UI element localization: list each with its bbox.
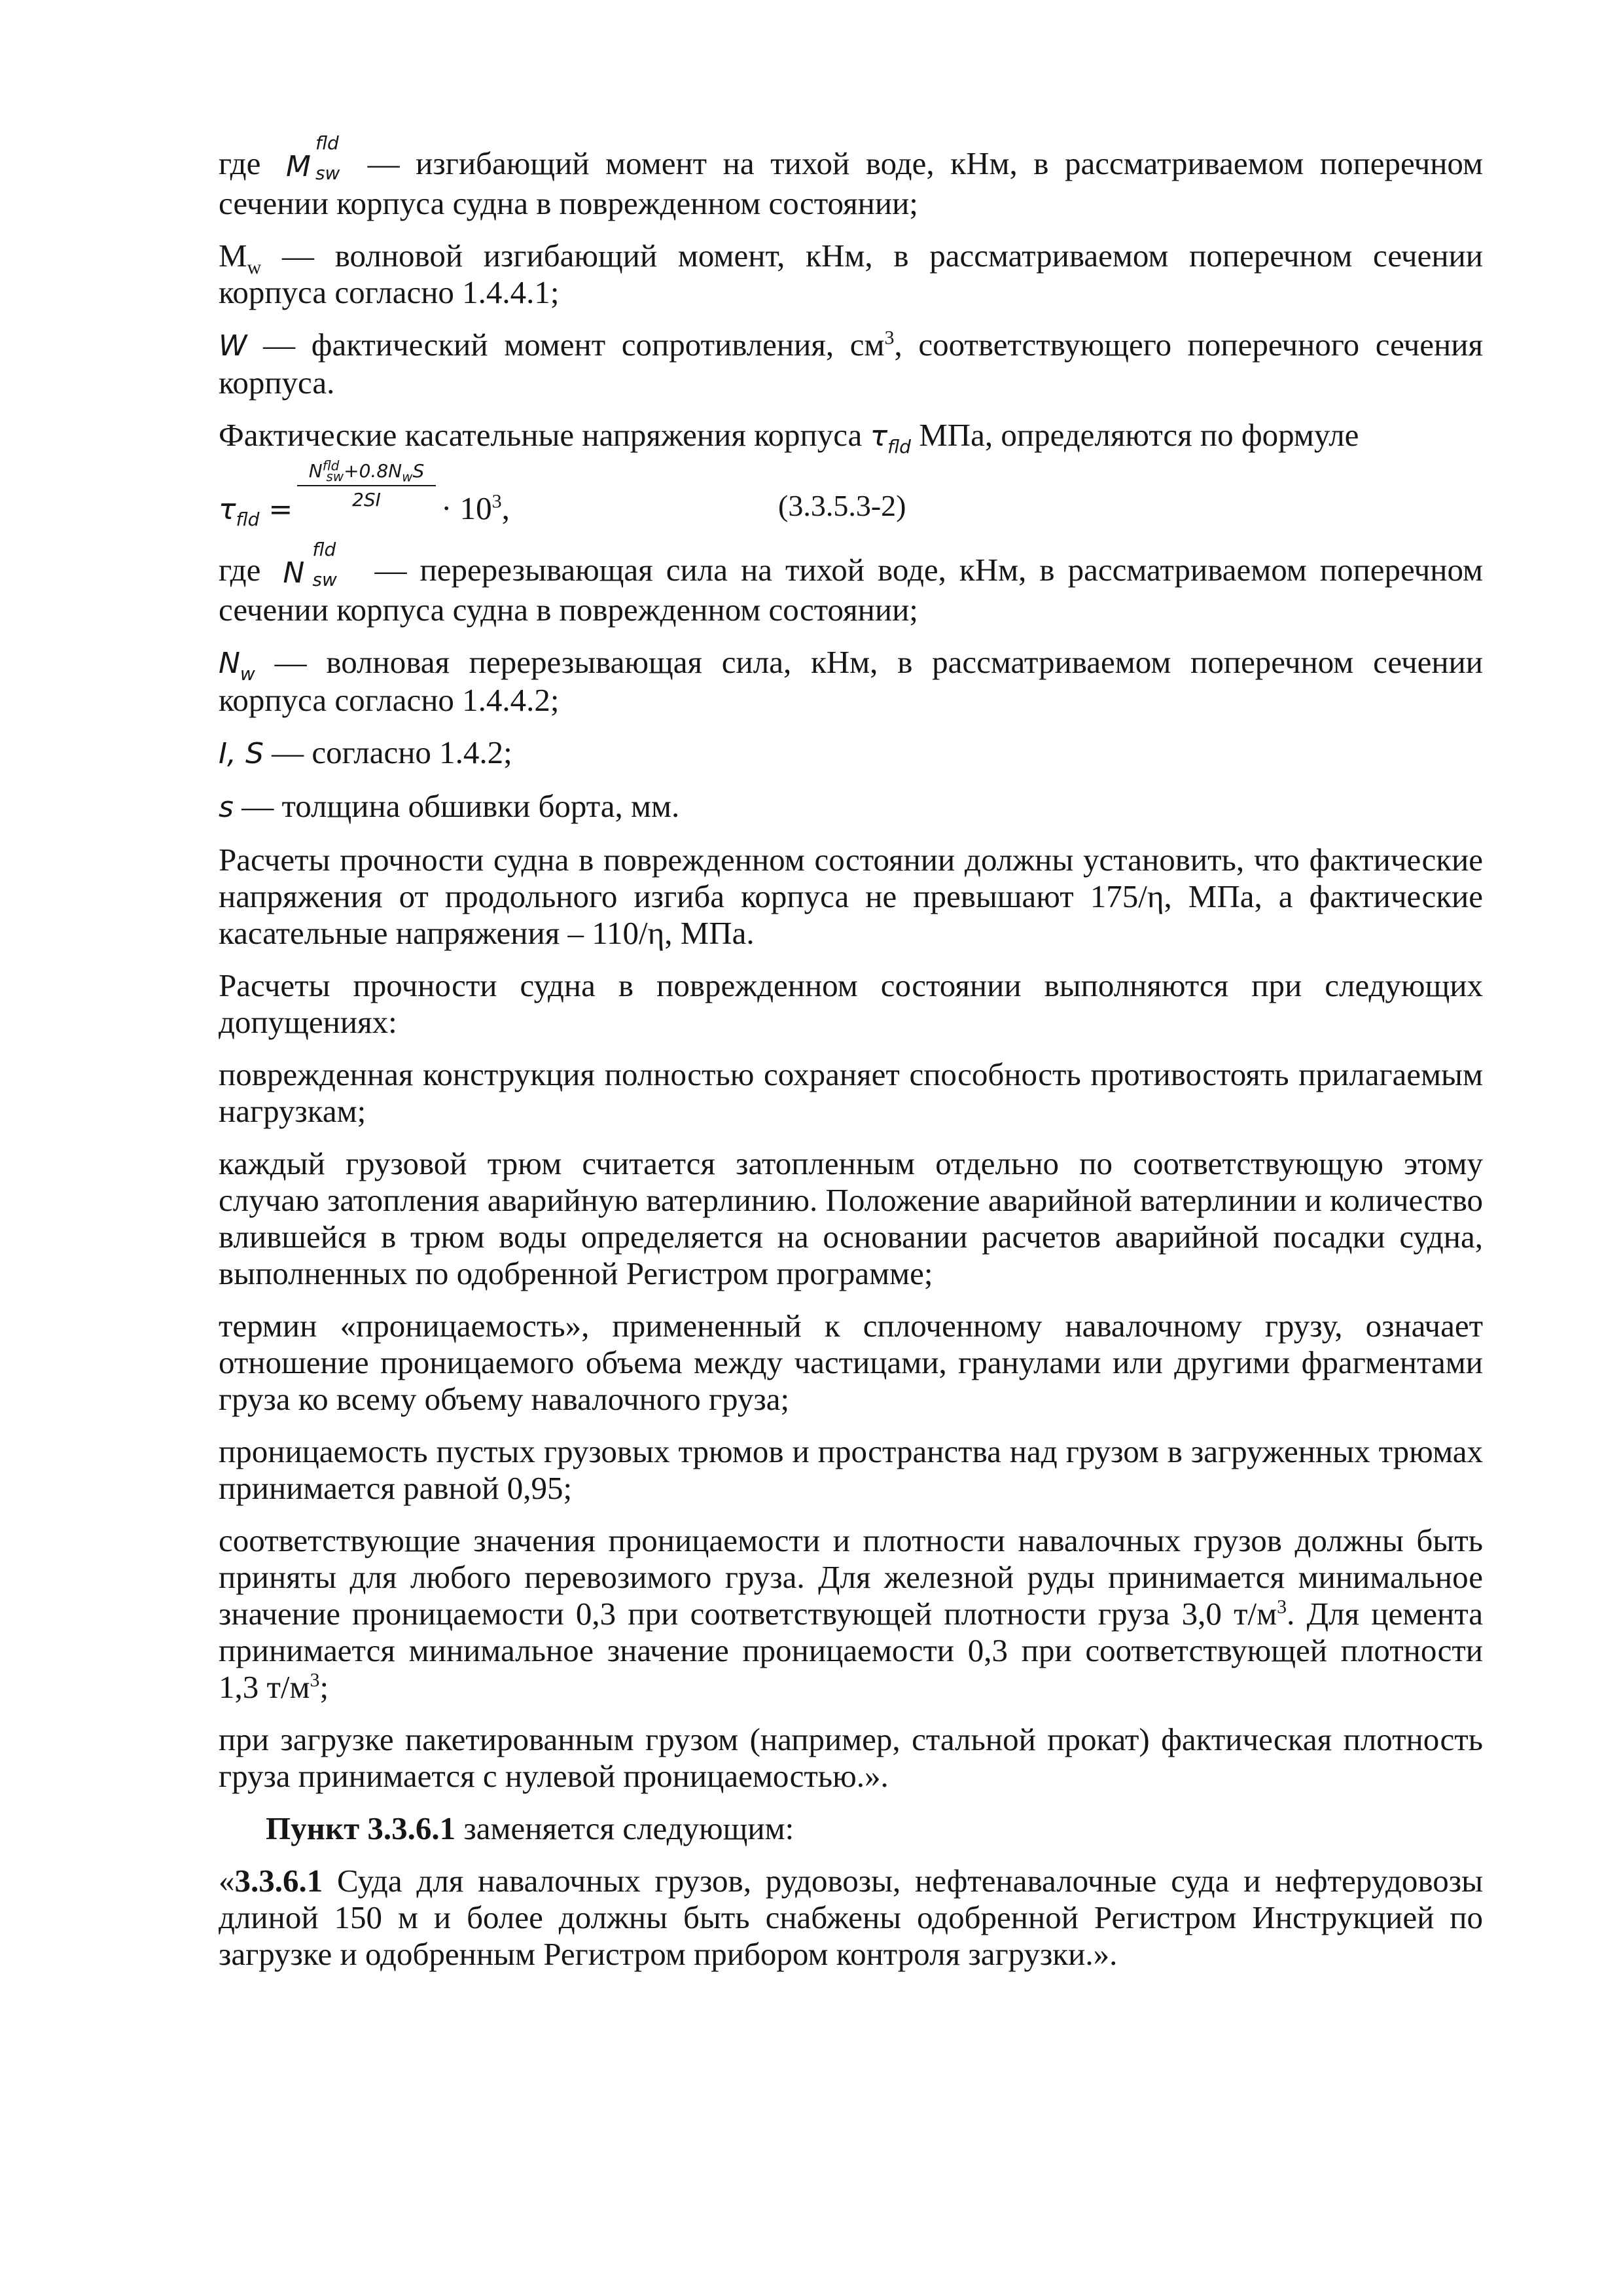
paragraph-assumption-cargo-values: соответствующие значения проницаемости и плотности навалочных грузов должны быть приняты для любого перевозимого груза. Для железной руды принимается минимальное значение проницаемости 0,3 при соответствующей плотности груза 3,0 $т/м^3$. Для цемента принимается минимальное значение проницаемости 0,3 при соответствующей плотности 1,3 $т/м^3$;	[219, 1522, 1483, 1705]
paragraph-nw-definition: $N_w$ — волновая перерезывающая сила, кНм, в рассматриваемом поперечном сечении корпуса согласно 1.4.4.2;	[219, 643, 1483, 718]
paragraph-shear-stress-intro: Фактические касательные напряжения корпуса $\tau_{fld}$ МПа, определяются по формуле	[219, 416, 1359, 457]
formula-number: (3.3.5.3-2)	[778, 488, 906, 522]
formula-fraction	[297, 457, 436, 511]
paragraph-assumption-permeability-term: термин «проницаемость», примененный к сплоченному навалочному грузу, означает отношение проницаемого объема между частицами, гранулами или другими фрагментами груза ко всему объему навалочного груза;	[219, 1307, 1483, 1417]
paragraph-s-definition: s — толщина обшивки борта, мм.	[219, 787, 680, 824]
paragraph-assumption-empty-holds: проницаемость пустых грузовых трюмов и пространства над грузом в загруженных трюмах принимается равной 0,95;	[219, 1433, 1483, 1506]
paragraph-assumption-flooding: каждый грузовой трюм считается затопленным отдельно по соответствующую этому случаю затопления аварийную ватерлинию. Положение аварийной ватерлинии и количество влившейся в трюм воды определяется на основании расчетов аварийной посадки судна, выполненных по одобренной Регистром программе;	[219, 1145, 1483, 1291]
paragraph-msw-definition: где M fld sw — изгибающий момент на тихой воде, кНм, в рассматриваемом поперечном сечении корпуса судна в поврежденном состоянии;	[219, 132, 1484, 221]
document-body	[219, 132, 1484, 1988]
formula-lhs: $\tau_{fld}$ =	[219, 492, 293, 530]
paragraph-is-definition: I, S — согласно 1.4.2;	[219, 734, 512, 770]
paragraph-assumption-structure: поврежденная конструкция полностью сохраняет способность противостоять прилагаемым нагрузкам;	[219, 1056, 1483, 1129]
formula-numerator: $N^{fld}_{sw}+0.8N_wS$	[297, 460, 436, 486]
paragraph-assumption-packaged-cargo: при загрузке пакетированным грузом (например, стальной прокат) фактическая плотность груза принимается с нулевой проницаемостью.».	[219, 1721, 1483, 1794]
paragraph-item-replacement: Пункт 3.3.6.1 заменяется следующим:	[266, 1810, 794, 1846]
formula-denominator: 2SI	[352, 488, 381, 511]
paragraph-strength-requirement: Расчеты прочности судна в поврежденном состоянии должны установить, что фактические напряжения от продольного изгиба корпуса не превышают 175/η, МПа, а фактические касательные напряжения – 110/η, МПа.	[219, 841, 1483, 951]
paragraph-item-3-3-6-1: «3.3.6.1 Суда для навалочных грузов, рудовозы, нефтенавалочные суда и нефтерудовозы длиной 150 м и более должны быть снабжены одобренной Регистром Инструкцией по загрузке и одобренным Регистром прибором контроля загрузки.».	[219, 1862, 1483, 1972]
symbol-nsw-fld: N fld sw	[283, 538, 337, 590]
formula-3-3-5-3-2	[219, 459, 1483, 540]
paragraph-assumptions-intro: Расчеты прочности судна в поврежденном состоянии выполняются при следующих допущениях:	[219, 967, 1483, 1040]
paragraph-nsw-definition: где N fld sw — перерезывающая сила на тихой воде, кНм, в рассматриваемом поперечном сечении корпуса судна в поврежденном состоянии;	[219, 538, 1484, 628]
formula-multiplier: · $10^3$,	[441, 490, 510, 526]
symbol-msw-fld: M fld sw	[285, 132, 340, 184]
paragraph-w-definition: W — фактический момент сопротивления, $см^3$, соответствующего поперечного сечения корпуса.	[219, 326, 1483, 401]
paragraph-mw-definition: $M_w$ — волновой изгибающий момент, кНм, в рассматриваемом поперечном сечении корпуса согласно 1.4.4.1;	[219, 237, 1483, 310]
